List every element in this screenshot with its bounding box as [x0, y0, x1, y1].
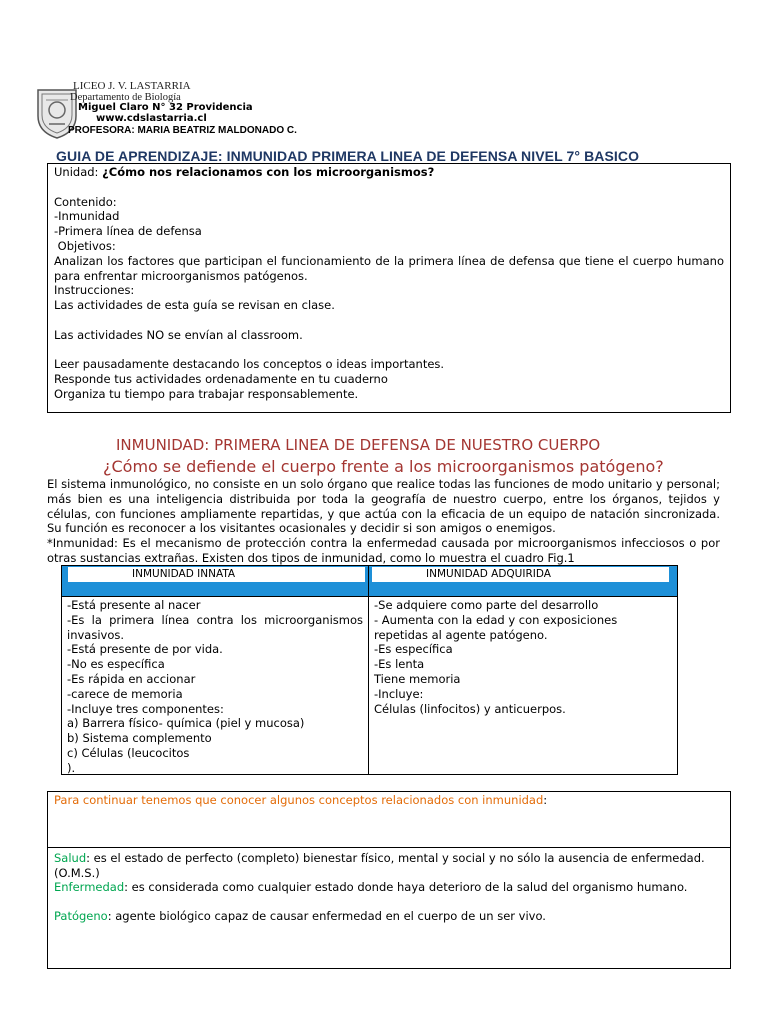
acquired-column	[374, 598, 670, 716]
patogeno-term: Patógeno	[54, 909, 108, 923]
table-cell-line: -Está presente al nacer	[67, 598, 201, 612]
table-cell-line: -Es específica	[374, 642, 453, 657]
unit-question: ¿Cómo nos relacionamos con los microorganismos?	[102, 165, 435, 179]
table-cell-line: -Es la primera línea contra los microorganismos invasivos.	[67, 612, 363, 642]
table-cell-line: - Aumenta con la edad y con exposiciones repetidas al agente patógeno.	[374, 612, 618, 642]
concepts-intro-colon: :	[543, 793, 548, 807]
salud-def: : es el estado de perfecto (completo) bienestar físico, mental y social y no sólo la ausencia de enfermedad. (O.M.S.)	[54, 851, 705, 880]
immunity-table	[61, 565, 678, 775]
table-cell-line: Tiene memoria	[374, 671, 461, 686]
table-cell-line: -Está presente de por vida.	[67, 642, 223, 657]
school-address: Miguel Claro N° 32 Providencia	[78, 102, 253, 113]
table-cell-line: c) Células (leucocitos	[67, 745, 190, 760]
objetivos-text: Analizan los factores que participan el funcionamiento de la primera línea de defensa que tiene el cuerpo humano para enfrentar microorganismos patógenos.	[54, 253, 724, 283]
intro-paragraph: El sistema inmunológico, no consiste en un solo órgano que realice todas las funciones de modo unitario y personal; más bien es una inteligencia distribuida por toda la geografía de nuestro cuerpo, entre los órganos, tejidos y células, con funciones ampliamente repartidas, y que actúa con la eficacia de un equipo de natación sincronizada. Su función es reconocer a los visitantes ocasionales y decidir si son amigos o enemigos.	[47, 477, 720, 536]
concepts-box	[47, 791, 731, 969]
table-cell-line: -carece de memoria	[67, 686, 183, 701]
instruction-item: Leer pausadamente destacando los conceptos o ideas importantes.	[54, 357, 445, 372]
table-cell-line: ).	[67, 760, 76, 775]
acquired-header: INMUNIDAD ADQUIRIDA	[372, 567, 669, 582]
table-cell-line: Células (linfocitos) y anticuerpos.	[374, 701, 566, 716]
table-cell-line: -Es lenta	[374, 657, 425, 672]
unit-info-box	[47, 163, 731, 413]
guide-title: GUIA DE APRENDIZAJE: INMUNIDAD PRIMERA LINEA DE DEFENSA NIVEL 7° BASICO	[56, 148, 640, 164]
innate-column	[67, 598, 363, 776]
contenido-item: -Primera línea de defensa	[54, 224, 202, 239]
patogeno-def: : agente biológico capaz de causar enfermedad en el cuerpo de un ser vivo.	[107, 909, 546, 923]
table-cell-line: -No es específica	[67, 657, 165, 672]
table-cell-line: a) Barrera físico- química (piel y mucosa)	[67, 716, 305, 731]
unit-label: Unidad:	[54, 165, 103, 179]
salud-term: Salud	[54, 851, 87, 865]
school-name: LICEO J. V. LASTARRIA	[73, 80, 191, 92]
table-cell-line: -Incluye:	[374, 686, 424, 701]
enfermedad-definition	[54, 880, 687, 895]
teacher-name: PROFESORA: MARIA BEATRIZ MALDONADO C.	[68, 125, 297, 136]
section-subtitle: ¿Cómo se defiende el cuerpo frente a los microorganismos patógeno?	[103, 457, 664, 476]
unit-line	[54, 165, 724, 180]
salud-definition	[54, 851, 730, 881]
department-name: Departamento de Biología	[70, 92, 181, 103]
intro-text	[47, 477, 720, 566]
table-cell-line: -Incluye tres componentes:	[67, 701, 224, 716]
instruction-item: Las actividades NO se envían al classroom.	[54, 327, 303, 342]
innate-header: INMUNIDAD INNATA	[68, 567, 365, 582]
patogeno-definition	[54, 909, 546, 924]
enfermedad-term: Enfermedad	[54, 880, 125, 894]
table-cell-line: -Se adquiere como parte del desarrollo	[374, 598, 599, 612]
school-website[interactable]: www.cdslastarria.cl	[96, 113, 207, 124]
enfermedad-def: : es considerada como cualquier estado donde haya deterioro de la salud del organismo humano.	[124, 880, 688, 894]
contenido-item: -Inmunidad	[54, 209, 120, 224]
instrucciones-label: Instrucciones:	[54, 283, 135, 298]
concepts-intro-text: Para continuar tenemos que conocer algunos conceptos relacionados con inmunidad	[54, 793, 544, 807]
contenido-label: Contenido:	[54, 194, 117, 209]
instruction-item: Responde tus actividades ordenadamente en tu cuaderno	[54, 372, 388, 387]
table-cell-line: b) Sistema complemento	[67, 731, 212, 746]
objetivos-label: Objetivos:	[54, 238, 116, 253]
table-cell-line: -Es rápida en accionar	[67, 671, 196, 686]
concepts-intro	[54, 793, 547, 808]
instruction-item: Organiza tu tiempo para trabajar responsablemente.	[54, 386, 359, 401]
inmunidad-definition: *Inmunidad: Es el mecanismo de protección contra la enfermedad causada por microorganismos infecciosos o por otras sustancias extrañas. Existen dos tipos de inmunidad, como lo muestra el cuadro Fig.1	[47, 536, 720, 565]
instruction-item: Las actividades de esta guía se revisan en clase.	[54, 298, 335, 313]
section-title: INMUNIDAD: PRIMERA LINEA DE DEFENSA DE NUESTRO CUERPO	[116, 436, 601, 454]
